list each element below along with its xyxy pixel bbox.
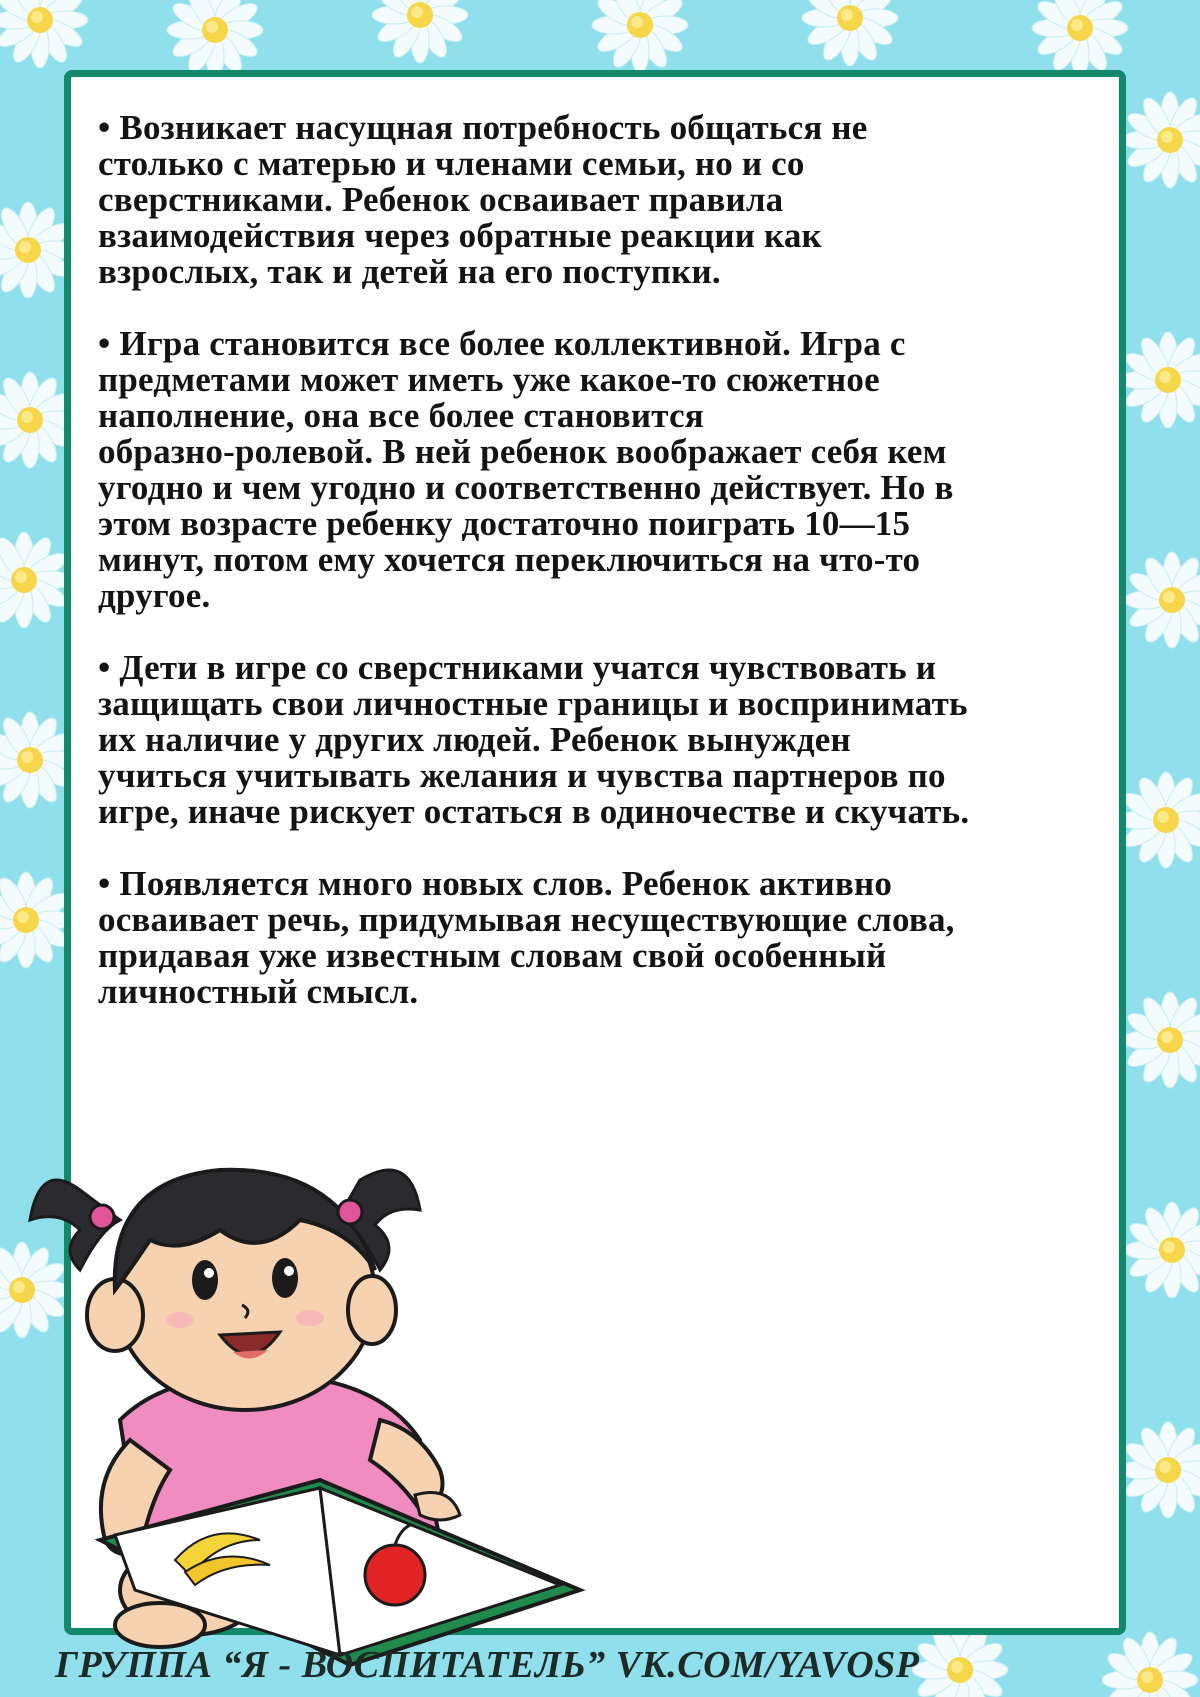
girl-reading-book-icon	[20, 1120, 620, 1680]
paragraph-line: взаимодействия через обратные реакции как	[98, 216, 822, 255]
footer-credit: ГРУППА “Я - ВОСПИТАТЕЛЬ” VK.COM/YAVOSP	[55, 1644, 920, 1686]
paragraph-line: осваивает речь, придумывая несуществующие слова,	[98, 900, 955, 939]
paragraph-2	[98, 326, 1098, 614]
paragraph-line: этом возрасте ребенку достаточно поиграть 10—15	[98, 504, 911, 543]
paragraph-line: наполнение, она все более становится	[98, 396, 704, 435]
paragraph-3	[98, 650, 1098, 830]
paragraph-line: • Появляется много новых слов. Ребенок активно	[98, 864, 893, 903]
paragraph-line: столько с матерью и членами семьи, но и со	[98, 144, 805, 183]
paragraph-line: сверстниками. Ребенок осваивает правила	[98, 180, 784, 219]
paragraph-line: личностный смысл.	[98, 972, 419, 1011]
paragraph-line: угодно и чем угодно и соответственно действует. Но в	[98, 468, 954, 507]
paragraph-line: другое.	[98, 576, 211, 615]
paragraph-line: • Возникает насущная потребность общаться не	[98, 108, 868, 147]
paragraph-line: игре, иначе рискует остаться в одиночестве и скучать.	[98, 792, 970, 831]
paragraph-4	[98, 866, 1098, 1010]
paragraph-line: взрослых, так и детей на его поступки.	[98, 252, 721, 291]
paragraph-line: учиться учитывать желания и чувства партнеров по	[98, 756, 946, 795]
paragraph-line: защищать свои личностные границы и воспринимать	[98, 684, 968, 723]
paragraph-line: • Игра становится все более коллективной. Игра с	[98, 324, 906, 363]
paragraph-line: • Дети в игре со сверстниками учатся чувствовать и	[98, 648, 937, 687]
paragraph-line: образно-ролевой. В ней ребенок воображает себя кем	[98, 432, 947, 471]
article-text	[98, 110, 1098, 1046]
paragraph-line: минут, потом ему хочется переключиться на что-то	[98, 540, 921, 579]
paragraph-1	[98, 110, 1098, 290]
paragraph-line: придавая уже известным словам свой особенный	[98, 936, 887, 975]
paragraph-line: их наличие у других людей. Ребенок вынужден	[98, 720, 851, 759]
paragraph-line: предметами может иметь уже какое-то сюжетное	[98, 360, 880, 399]
